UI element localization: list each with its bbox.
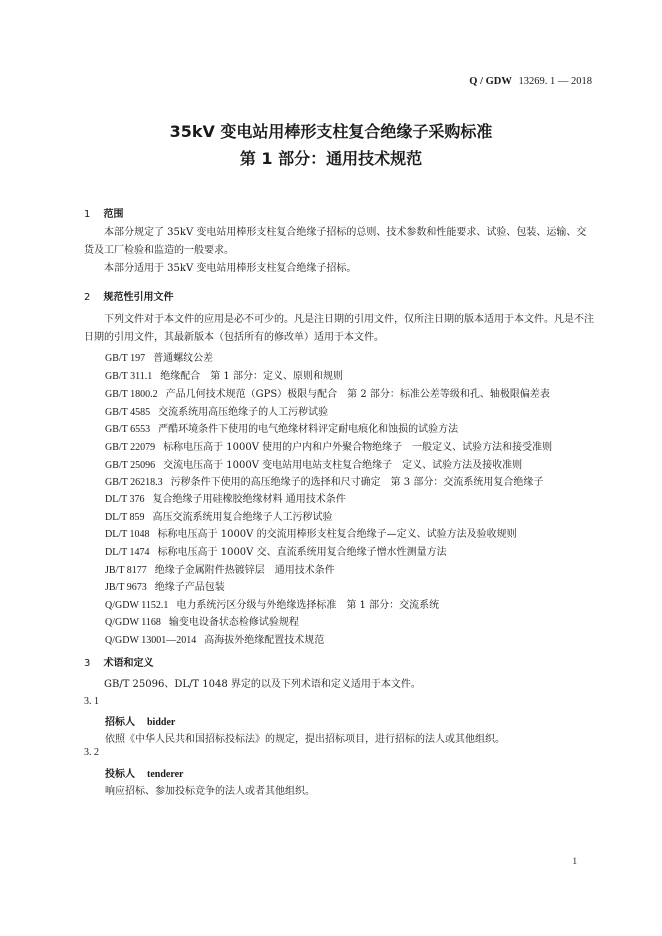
reference-title: 输变电设备状态检修试验规程 <box>168 617 299 628</box>
reference-title: 标称电压高于 1000V 交、直流系统用复合绝缘子憎水性测量方法 <box>157 547 447 558</box>
reference-code: GB/T 25096 <box>105 460 156 471</box>
reference-item <box>105 438 552 453</box>
section-3-heading <box>84 654 153 669</box>
standard-prefix: Q / GDW <box>469 76 512 87</box>
reference-item <box>105 456 522 471</box>
scope-paragraph-2: 本部分适用于 35kV 变电站用棒形支柱复合绝缘子招标。 <box>104 263 357 274</box>
reference-code: JB/T 9673 <box>105 582 147 593</box>
term-definition: 依照《中华人民共和国招标投标法》的规定，提出招标项目，进行招标的法人或其他组织。 <box>105 734 505 745</box>
reference-item <box>105 543 447 558</box>
reference-code: GB/T 6553 <box>105 424 151 435</box>
section-title: 范围 <box>103 209 124 220</box>
reference-title: 高压交流系统用复合绝缘子人工污秽试验 <box>152 512 333 523</box>
term-definition: 响应招标、参加投标竞争的法人或者其他组织。 <box>105 786 315 797</box>
reference-code: Q/GDW 13001—2014 <box>105 635 197 646</box>
reference-title: 绝缘子金属附件热镀锌层 通用技术条件 <box>154 565 335 576</box>
reference-title: 污秽条件下使用的高压绝缘子的选择和尺寸确定 第 3 部分：交流系统用复合绝缘子 <box>170 477 544 488</box>
reference-item <box>105 473 543 488</box>
reference-title: 普通螺纹公差 <box>153 353 214 364</box>
reference-item <box>105 525 517 540</box>
reference-title: 高海拔外绝缘配置技术规范 <box>204 635 325 646</box>
reference-code: Q/GDW 1152.1 <box>105 600 169 611</box>
reference-title: 标称电压高于 1000V 使用的户内和户外聚合物绝缘子 一般定义、试验方法和接受准则 <box>163 442 553 453</box>
section-number: 3 <box>84 658 91 669</box>
reference-item <box>105 613 299 628</box>
reference-code: GB/T 26218.3 <box>105 477 163 488</box>
page-number: 1 <box>572 856 577 866</box>
reference-item <box>105 578 225 593</box>
term-en: bidder <box>147 717 176 728</box>
document-title: 35kV 变电站用棒形支柱复合绝缘子采购标准 <box>169 122 493 141</box>
reference-item <box>105 403 328 418</box>
term-number: 3. 2 <box>84 747 99 758</box>
reference-title: 复合绝缘子用硅橡胶绝缘材料 通用技术条件 <box>152 494 346 505</box>
reference-title: 交流系统用高压绝缘子的人工污秽试验 <box>158 407 329 418</box>
reference-item <box>105 420 458 435</box>
reference-code: DL/T 859 <box>105 512 145 523</box>
term-zh: 投标人 <box>105 769 135 780</box>
term-heading <box>105 713 175 728</box>
reference-title: 电力系统污区分级与外绝缘选择标准 第 1 部分：交流系统 <box>176 600 440 611</box>
scope-paragraph-1: 本部分规定了 35kV 变电站用棒形支柱复合绝缘子招标的总则、技术参数和性能要求、试验、包装、运输、交货及工厂检验和监造的一般要求。 <box>84 227 587 256</box>
section-title: 规范性引用文件 <box>103 292 174 303</box>
reference-item <box>105 508 333 523</box>
standard-identifier <box>469 76 592 87</box>
terms-intro: GB/T 25096、DL/T 1048 界定的以及下列术语和定义适用于本文件。 <box>104 679 421 690</box>
reference-title: 绝缘子产品包装 <box>154 582 225 593</box>
reference-code: GB/T 4585 <box>105 407 151 418</box>
reference-code: DL/T 376 <box>105 494 145 505</box>
reference-item <box>105 561 335 576</box>
reference-item <box>105 490 346 505</box>
reference-title: 交流电压高于 1000V 变电站用电站支柱复合绝缘子 定义、试验方法及接收准则 <box>163 460 523 471</box>
reference-code: DL/T 1048 <box>105 529 150 540</box>
reference-title: 产品几何技术规范（GPS）极限与配合 第 2 部分：标准公差等级和孔、轴极限偏差表 <box>165 389 550 400</box>
reference-code: GB/T 1800.2 <box>105 389 158 400</box>
standard-number: 13269. 1 — 2018 <box>518 76 592 87</box>
term-number: 3. 1 <box>84 696 99 707</box>
reference-code: GB/T 197 <box>105 353 146 364</box>
reference-item <box>105 349 213 364</box>
term-zh: 招标人 <box>105 717 135 728</box>
section-2-heading <box>84 288 173 303</box>
document-subtitle: 第 1 部分：通用技术规范 <box>239 149 423 168</box>
term-heading <box>105 765 183 780</box>
section-number: 2 <box>84 292 91 303</box>
references-intro: 下列文件对于本文件的应用是必不可少的。凡是注日期的引用文件，仅所注日期的版本适用于本文件。凡是不注日期的引用文件，其最新版本（包括所有的修改单）适用于本文件。 <box>84 314 594 343</box>
reference-code: GB/T 22079 <box>105 442 156 453</box>
section-number: 1 <box>84 209 91 220</box>
reference-item <box>105 631 324 646</box>
reference-code: GB/T 311.1 <box>105 371 153 382</box>
reference-item <box>105 385 550 400</box>
reference-code: Q/GDW 1168 <box>105 617 161 628</box>
reference-title: 绝缘配合 第 1 部分：定义、原则和规则 <box>160 371 343 382</box>
section-1-heading <box>84 205 123 220</box>
reference-code: JB/T 8177 <box>105 565 147 576</box>
reference-title: 标称电压高于 1000V 的交流用棒形支柱复合绝缘子—定义、试验方法及验收规则 <box>157 529 517 540</box>
term-en: tenderer <box>147 769 184 780</box>
reference-item <box>105 596 439 611</box>
reference-code: DL/T 1474 <box>105 547 150 558</box>
reference-item <box>105 367 343 382</box>
section-title: 术语和定义 <box>103 658 154 669</box>
reference-title: 严酷环境条件下使用的电气绝缘材料评定耐电痕化和蚀损的试验方法 <box>158 424 459 435</box>
